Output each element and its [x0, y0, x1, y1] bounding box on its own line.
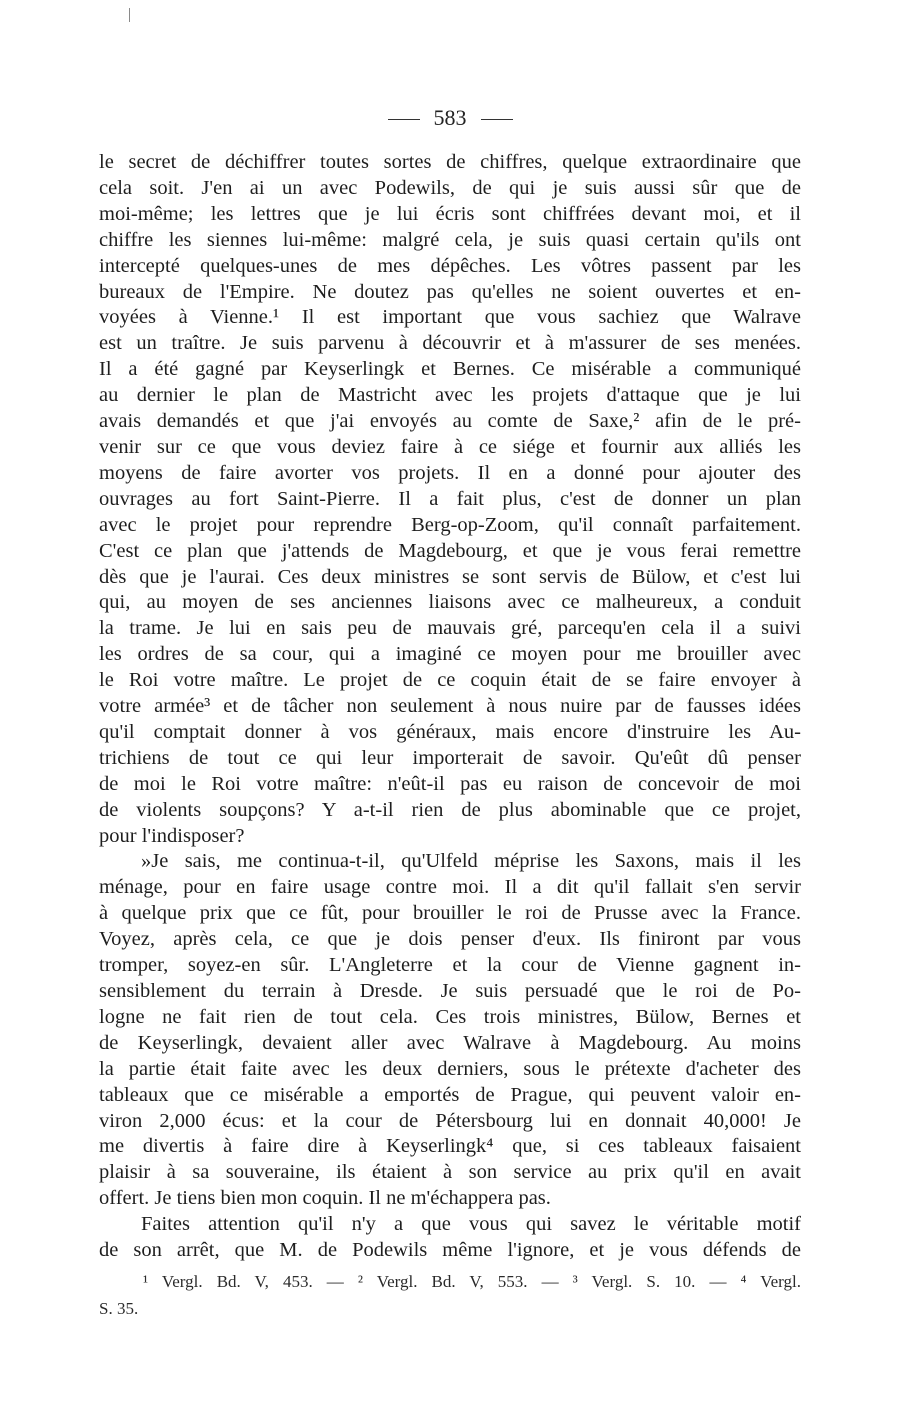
footnote-line: S. 35. — [99, 1299, 139, 1318]
text-line: la partie était faite avec les deux derniers, sous le prétexte d'acheter des — [99, 1057, 801, 1080]
text-line: au dernier le plan de Mastricht avec les projets d'attaque que je lui — [99, 384, 801, 407]
text-line: ménage, pour en faire usage contre moi. Il a dit qu'il fallait s'en servir — [99, 876, 801, 899]
text-line: de son arrêt, que M. de Podewils même l'ignore, et je vous défends de — [99, 1239, 801, 1262]
text-line: Voyez, après cela, ce que je dois penser d'eux. Ils finiront par vous — [99, 928, 801, 951]
header-dash-right — [481, 119, 513, 120]
page-header — [0, 104, 900, 132]
text-line: de Keyserlingk, devaient aller avec Walrave à Magdebourg. Au moins — [99, 1031, 801, 1054]
text-line: me divertis à faire dire à Keyserlingk⁴ que, si ces tableaux faisaient — [99, 1135, 801, 1158]
text-line: cela soit. J'en ai un avec Podewils, de qui je suis aussi sûr que de — [99, 176, 801, 199]
text-line: moyens de faire avorter vos projets. Il en a donné pour ajouter des — [99, 461, 801, 484]
text-line: la trame. Je lui en sais peu de mauvais gré, parcequ'en cela il a suivi — [99, 617, 801, 640]
text-line: votre armée³ et de tâcher non seulement à nous nuire par de fausses idées — [99, 695, 801, 718]
text-line: logne ne fait rien de tout cela. Ces trois ministres, Bülow, Bernes et — [99, 1005, 801, 1028]
text-line: viron 2,000 écus: et la cour de Pétersbourg lui en donnait 40,000! Je — [99, 1109, 801, 1132]
text-line: le secret de déchiffrer toutes sortes de chiffres, quelque extraordinaire que — [99, 151, 801, 173]
text-line: qu'il comptait donner à vos généraux, mais encore d'instruire les Au- — [99, 720, 801, 743]
text-line: Il a été gagné par Keyserlingk et Bernes. Ce misérable a communiqué — [99, 358, 801, 381]
text-line: trichiens de tout ce qui leur importerait de savoir. Qu'eût dû penser — [99, 746, 801, 769]
text-line: voyées à Vienne.¹ Il est important que vous sachiez que Walrave — [99, 306, 801, 329]
footnotes — [99, 1268, 801, 1322]
text-line: dès que je l'aurai. Ces deux ministres se sont servis de Bülow, et c'est lui — [99, 565, 801, 588]
text-line: avais demandés et que j'ai envoyés au comte de Saxe,² afin de le pré- — [99, 410, 801, 433]
scan-margin-mark — [129, 8, 130, 22]
text-line: les ordres de sa cour, qui a imaginé ce moyen pour me brouiller avec — [99, 643, 801, 666]
text-line: moi-même; les lettres que je lui écris sont chiffrées devant moi, et il — [99, 202, 801, 225]
text-line: venir sur ce que vous deviez faire à ce siége et fournir aux alliés les — [99, 435, 801, 458]
text-line: offert. Je tiens bien mon coquin. Il ne m'échappera pas. — [99, 1187, 551, 1210]
footnote-line: ¹ Vergl. Bd. V, 453. — ² Vergl. Bd. V, 553. — ³ Vergl. S. 10. — ⁴ Vergl. — [143, 1272, 801, 1291]
text-line: qui, au moyen de ses anciennes liaisons avec ce malheureux, a conduit — [99, 591, 801, 614]
text-line: Faites attention qu'il n'y a que vous qui savez le véritable motif — [141, 1213, 801, 1236]
text-line: tromper, soyez-en sûr. L'Angleterre et la cour de Vienne gagnent in- — [99, 954, 801, 977]
page-number: 583 — [433, 105, 467, 130]
text-line: tableaux que ce misérable a emportés de Prague, qui peuvent valoir en- — [99, 1083, 801, 1106]
header-dash-left — [388, 119, 420, 120]
text-line: de moi le Roi votre maître: n'eût-il pas eu raison de concevoir de moi — [99, 772, 801, 795]
text-line: C'est ce plan que j'attends de Magdebourg, et que je vous ferai remettre — [99, 539, 801, 562]
text-line: à quelque prix que ce fût, pour brouiller le roi de Prusse avec la France. — [99, 902, 801, 925]
text-line: le Roi votre maître. Le projet de ce coquin était de se faire envoyer à — [99, 669, 801, 692]
text-line: »Je sais, me continua-t-il, qu'Ulfeld méprise les Saxons, mais il les — [141, 850, 801, 873]
text-line: est un traître. Je suis parvenu à découvrir et à m'assurer de ses menées. — [99, 332, 801, 355]
text-line: de violents soupçons? Y a-t-il rien de plus abominable que ce projet, — [99, 798, 801, 821]
body-text — [99, 150, 801, 1264]
text-line: intercepté quelques-unes de mes dépêches. Les vôtres passent par les — [99, 254, 801, 277]
text-line: bureaux de l'Empire. Ne doutez pas qu'elles ne soient ouvertes et en- — [99, 280, 801, 303]
text-line: ouvrages au fort Saint-Pierre. Il a fait plus, c'est de donner un plan — [99, 487, 801, 510]
text-line: chiffre les siennes lui-même: malgré cela, je suis quasi certain qu'ils ont — [99, 228, 801, 251]
text-line: sensiblement du terrain à Dresde. Je suis persuadé que le roi de Po- — [99, 980, 801, 1002]
text-line: pour l'indisposer? — [99, 824, 245, 847]
text-line: plaisir à sa souveraine, ils étaient à son service au prix qu'il en avait — [99, 1161, 801, 1184]
text-line: avec le projet pour reprendre Berg-op-Zoom, qu'il connaît parfaitement. — [99, 513, 801, 536]
